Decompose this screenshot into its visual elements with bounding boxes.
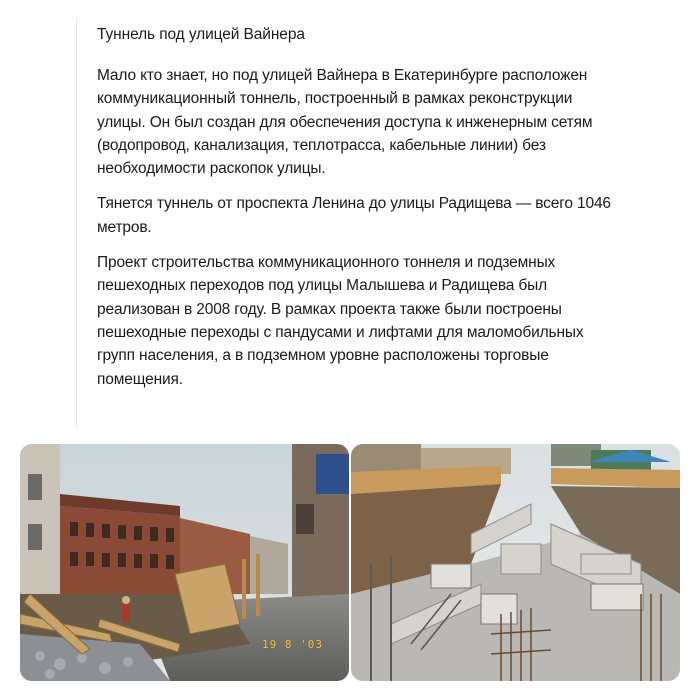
paragraph-length: Тянется туннель от проспекта Ленина до улицы Радищева — всего 1046 метров. [97,195,611,236]
paragraph-intro: Мало кто знает, но под улицей Вайнера в Екатеринбурге расположен коммуникационный тоннель, построенный в рамках реконструкции улицы. Он был создан для обеспечения доступа к инженерным сетям (водопровод, канализация, теплотрасса, кабельные линии) без необходимости раскопок улицы. [97,67,593,178]
post-card [76,18,625,428]
street-construction-photo [20,444,349,681]
date-stamp: 19 8 '03 [262,638,323,651]
paragraph-project: Проект строительства коммуникационного тоннеля и подземных пешеходных переходов под улицы Малышева и Радищева был реализован в 2008 году. В рамках проекта также были построены пешеходные переходы с пандусами и лифтами для маломобильных групп населения, а в подземном уровне расположены торговые помещения. [97,254,584,388]
tunnel-excavation-photo [351,444,680,681]
post-body [97,64,622,403]
post-title: Туннель под улицей Вайнера [97,26,305,43]
